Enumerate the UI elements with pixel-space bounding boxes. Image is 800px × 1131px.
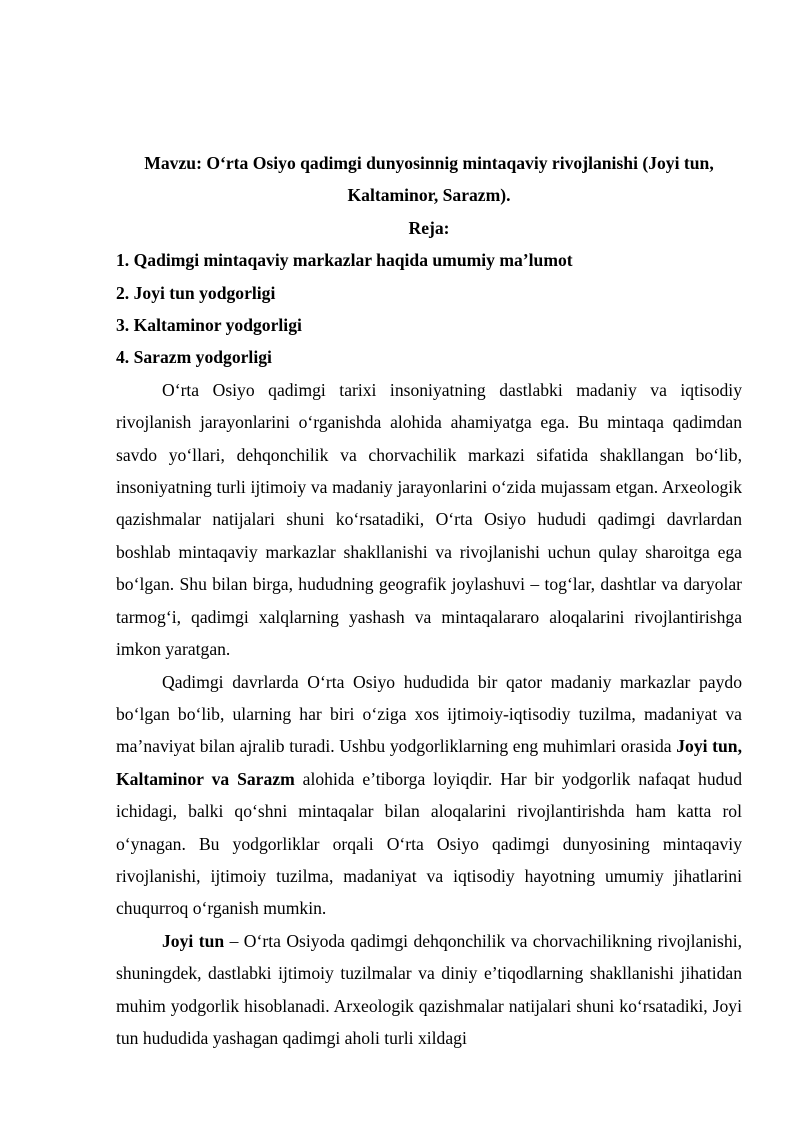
plan-item: 1. Qadimgi mintaqaviy markazlar haqida umumiy ma’lumot — [116, 250, 573, 271]
document-title: Mavzu: O‘rta Osiyo qadimgi dunyosinnig mintaqaviy rivojlanishi (Joyi tun, Kaltaminor, Sarazm). — [144, 153, 714, 206]
bold-term-joyi-tun: Joyi tun — [162, 930, 225, 951]
paragraph-text: – O‘rta Osiyoda qadimgi dehqonchilik va chorvachilikning rivojlanishi, shuningdek, dastlabki ijtimoiy tuzilmalar va diniy e’tiqodlarning shakllanishi jihatidan muhim yodgorlik hisoblanadi. Arxeologik qazishmalar natijalari shuni ko‘rsatadiki, Joyi tun hududida yashagan qadimgi aholi turli xildagi — [116, 930, 742, 1048]
document-page — [116, 147, 742, 1054]
plan-item: 2. Joyi tun yodgorligi — [116, 282, 276, 303]
plan-heading: Reja: — [408, 217, 450, 238]
paragraph-centers — [116, 666, 742, 925]
plan-item: 3. Kaltaminor yodgorligi — [116, 315, 302, 336]
plan-item: 4. Sarazm yodgorligi — [116, 347, 272, 368]
paragraph-text: Qadimgi davrlarda O‘rta Osiyo hududida bir qator madaniy markazlar paydo bo‘lgan bo‘lib, ularning har biri o‘ziga xos ijtimoiy-iqtisodiy tuzilma, madaniyat va ma’naviyat bilan ajralib turadi. Ushbu yodgorliklarning eng muhimlari orasida — [116, 671, 742, 757]
paragraph-text: O‘rta Osiyo qadimgi tarixi insoniyatning dastlabki madaniy va iqtisodiy rivojlanish jarayonlarini o‘rganishda alohida ahamiyatga ega. Bu mintaqa qadimdan savdo yo‘llari, dehqonchilik va chorvachilik markazi sifatida shakllangan bo‘lib, insoniyatning turli ijtimoiy va madaniy jarayonlarini o‘zida mujassam etgan. Arxeologik qazishmalar natijalari shuni ko‘rsatadiki, O‘rta Osiyo hududi qadimgi davrlardan boshlab mintaqaviy markazlar shakllanishi va rivojlanishi uchun qulay sharoitga ega bo‘lgan. Shu bilan birga, hududning geografik joylashuvi – tog‘lar, dashtlar va daryolar tarmog‘i, qadimgi xalqlarning yashash va mintaqalararo aloqalarini rivojlantirishga imkon yaratgan. — [116, 379, 742, 660]
bold-sites-names: Joyi tun, Kaltaminor va Sarazm — [116, 736, 742, 789]
paragraph-intro — [116, 374, 742, 666]
paragraph-joyi-tun — [116, 925, 742, 1055]
plan-list — [116, 244, 742, 374]
paragraph-text: alohida e’tiborga loyiqdir. Har bir yodgorlik nafaqat hudud ichidagi, balki qo‘shni mintaqalar bilan aloqalarini rivojlantirishda ham katta rol o‘ynagan. Bu yodgorliklar orqali O‘rta Osiyo qadimgi dunyosining mintaqaviy rivojlanishi, ijtimoiy tuzilma, madaniyat va iqtisodiy hayotning umumiy jihatlarini chuqurroq o‘rganish mumkin. — [116, 768, 743, 919]
